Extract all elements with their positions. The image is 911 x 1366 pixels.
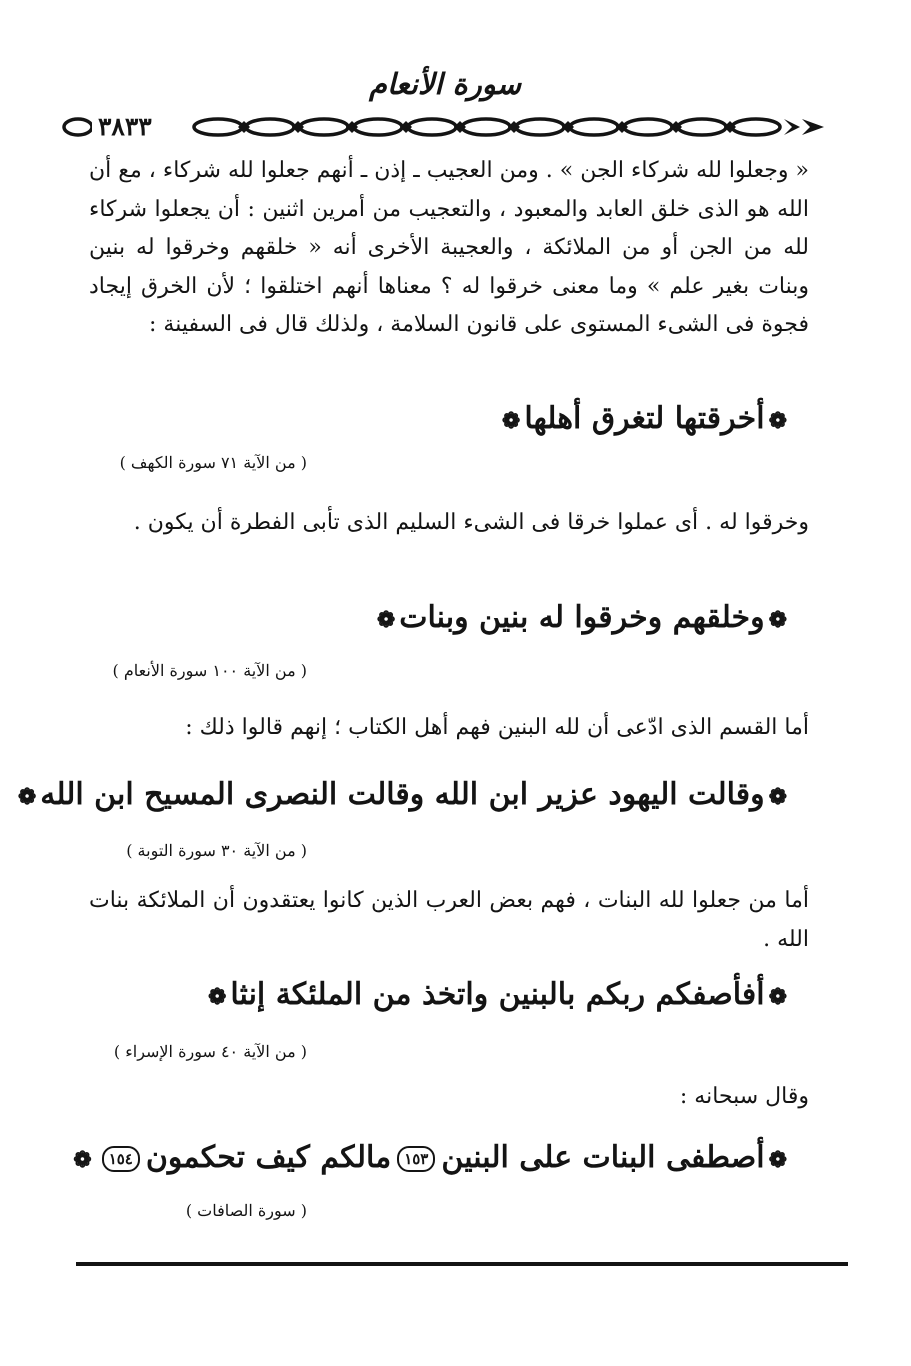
verse-text-part-1: أصطفى البنات على البنين [441, 1140, 765, 1175]
verse-text: وخلقهم وخرقوا له بنين وبنات [399, 600, 765, 635]
verse-reference-2: ( من الآية ١٠٠ سورة الأنعام ) [112, 661, 307, 680]
verse-text-part-2: مالكم كيف تحكمون [145, 1140, 392, 1175]
verse-reference-3: ( من الآية ٣٠ سورة التوبة ) [126, 841, 307, 860]
footer-rule [76, 1262, 848, 1266]
quran-verse-1 [498, 394, 791, 446]
ornate-bracket-open: ❁ [768, 1147, 787, 1173]
page-number: ٣٨٣٣ [92, 112, 158, 142]
ornate-bracket-open: ❁ [768, 984, 787, 1010]
ornate-bracket-close: ❁ [376, 607, 396, 633]
ayah-number-marker: ١٥٣ [397, 1146, 435, 1172]
ayah-number-marker: ١٥٤ [102, 1146, 140, 1172]
ornate-bracket-open: ❁ [768, 607, 787, 633]
verse-text: أفأصفكم ربكم بالبنين واتخذ من الملئكة إنثا [230, 977, 765, 1012]
verse-text: وقالت اليهود عزير ابن الله وقالت النصرى المسيح ابن الله [40, 777, 765, 812]
body-paragraph-2: وخرقوا له . أى عملوا خرقا فى الشىء السليم الذى تأبى الفطرة أن يكون . [133, 510, 809, 535]
surah-title: سورة الأنعام [368, 67, 522, 101]
ornate-bracket-close: ❁ [73, 1147, 92, 1173]
ornate-bracket-close: ❁ [501, 408, 521, 434]
ornate-bracket-open: ❁ [768, 408, 787, 434]
header-ornament-border [60, 112, 830, 142]
body-paragraph-5: وقال سبحانه : [679, 1084, 809, 1109]
quran-verse-4 [204, 970, 791, 1022]
quran-verse-3 [14, 770, 791, 822]
ornate-bracket-close: ❁ [17, 784, 37, 810]
ornate-bracket-close: ❁ [207, 984, 227, 1010]
verse-reference-5: ( سورة الصافات ) [185, 1201, 307, 1220]
body-paragraph-3: أما القسم الذى ادّعى أن لله البنين فهم أهل الكتاب ؛ إنهم قالوا ذلك : [185, 715, 809, 740]
quran-verse-5 [69, 1133, 791, 1185]
body-paragraph-4: أما من جعلوا لله البنات ، فهم بعض العرب الذين كانوا يعتقدون أن الملائكة بنات الله . [89, 888, 809, 952]
verse-text: أخرقتها لتغرق أهلها [524, 401, 765, 436]
verse-reference-1: ( من الآية ٧١ سورة الكهف ) [119, 453, 307, 472]
verse-reference-4: ( من الآية ٤٠ سورة الإسراء ) [113, 1042, 307, 1061]
ornate-bracket-open: ❁ [768, 784, 787, 810]
body-paragraph-1: « وجعلوا لله شركاء الجن » . ومن العجيب ـ إذن ـ أنهم جعلوا لله شركاء ، مع أن الله هو الذى خلق العابد والمعبود ، والتعجيب من أمرين اثنين : أن يجعلوا شركاء لله من الجن أو من الملائكة ، والعجيبة الأخرى أنه « خلقهم وخرقوا له بنين وبنات بغير علم » وما معنى خرقوا له ؟ معناها أنهم اختلقوا ؛ لأن الخرق إيجاد فجوة فى الشىء المستوى على قانون السلامة ، ولذلك قال فى السفينة : [89, 158, 809, 337]
quran-verse-2 [373, 593, 791, 645]
